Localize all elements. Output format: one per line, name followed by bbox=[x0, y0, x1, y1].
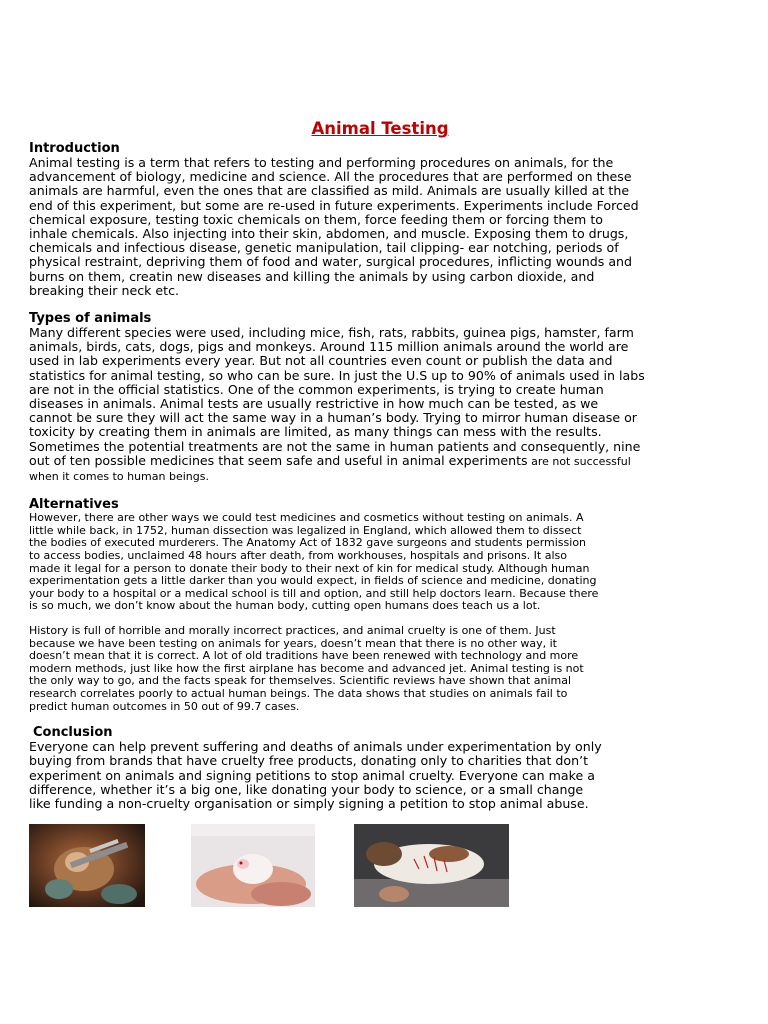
photo-mouse-in-hand-image bbox=[191, 824, 315, 907]
alternatives-text-2: History is full of horrible and morally incorrect practices, and animal cruelty is one of them. Just because we have been testing on animals for years, doesn’t mean that there is no other way, it doesn’t mean that it is correct. A lot of old traditions have been renewed with technology and more modern methods, just like how the first airplane has become and advanced jet. Animal testing is not the only way to go, and the facts speak for themselves. Scientific reviews have shown that animal research correlates poorly to actual human beings. The data shows that studies on animals fail to predict human outcomes in 50 out of 99.7 cases. bbox=[29, 624, 584, 713]
photo-dog-with-markings-image bbox=[354, 824, 509, 907]
introduction-heading: Introduction bbox=[29, 141, 120, 156]
conclusion-heading: Conclusion bbox=[33, 725, 113, 741]
conclusion-text: Everyone can help prevent suffering and deaths of animals under experimentation by only buying from brands that have cruelty free products, donating only to charities that don’t experiment on animals and signing petitions to stop animal cruelty. Everyone can make a difference, whether it’s a big one, like donating your body to science, or a small change like funding a non-cruelty organisation or simply signing a petition to stop animal abuse. bbox=[29, 739, 602, 811]
photo-dog-with-markings bbox=[354, 824, 509, 907]
photo-mouse-in-hand bbox=[191, 824, 315, 907]
document-page bbox=[29, 118, 669, 811]
photo-row bbox=[29, 824, 509, 907]
section-introduction bbox=[29, 141, 669, 298]
introduction-text: Animal testing is a term that refers to testing and performing procedures on animals, for the advancement of biology, medicine and science. All the procedures that are performed on these animals are harmful, even the ones that are classified as mild. Animals are usually killed at the end of this experiment, but some are re-used in future experiments. Experiments include Forced chemical exposure, testing toxic chemicals on them, force feeding them or forcing them to inhale chemicals. Also injecting into their skin, abdomen, and muscle. Exposing them to drugs, chemicals and infectious disease, genetic manipulation, tail clipping- ear notching, periods of physical restraint, depriving them of food and water, surgical procedures, inflicting wounds and burns on them, creatin new diseases and killing the animals by using carbon dioxide, and breaking their neck etc. bbox=[29, 155, 639, 298]
alternatives-heading: Alternatives bbox=[29, 497, 119, 513]
section-alternatives bbox=[29, 497, 669, 713]
section-types bbox=[29, 311, 669, 484]
section-conclusion bbox=[29, 725, 669, 811]
types-text-small: are not successful when it comes to human beings. bbox=[29, 454, 631, 484]
alternatives-text-1: However, there are other ways we could test medicines and cosmetics without testing on animals. A little while back, in 1752, human dissection was legalized in England, which allowed them to dissect the bodies of executed murderers. The Anatomy Act of 1832 gave surgeons and students permission to access bodies, unclaimed 48 hours after death, from workhouses, hospitals and prisons. It also made it legal for a person to donate their body to their next of kin for medical study. Although human experimentation gets a little darker than you would expect, in fields of science and medicine, donating your body to a hospital or a medical school is till and option, and still help doctors learn. Because there is so much, we don’t know about the human body, cutting open humans does teach us a lot. bbox=[29, 511, 599, 613]
photo-restrained-animal bbox=[29, 824, 145, 907]
types-heading: Types of animals bbox=[29, 311, 152, 327]
types-text-main: Many different species were used, including mice, fish, rats, rabbits, guinea pigs, hamster, farm animals, birds, cats, dogs, pigs and monkeys. Around 115 million animals around the world are used in lab experiments every year. But not all countries even count or publish the data and statistics for animal testing, so who can be sure. In just the U.S up to 90% of animals used in labs are not in the official statistics. One of the common experiments, is trying to create human diseases in animals. Animal tests are usually restrictive in how much can be tested, as we cannot be sure they will act the same way in a human’s body. Trying to mirror human disease or toxicity by creating them in animals are limited, as many things can mess with the results. Sometimes the potential treatments are not the same in human patients and consequently, nine out of ten possible medicines that seem safe and useful in animal experiments bbox=[29, 325, 645, 468]
page-title: Animal Testing bbox=[311, 119, 449, 138]
types-text bbox=[29, 326, 669, 484]
photo-restrained-animal-image bbox=[29, 824, 145, 907]
